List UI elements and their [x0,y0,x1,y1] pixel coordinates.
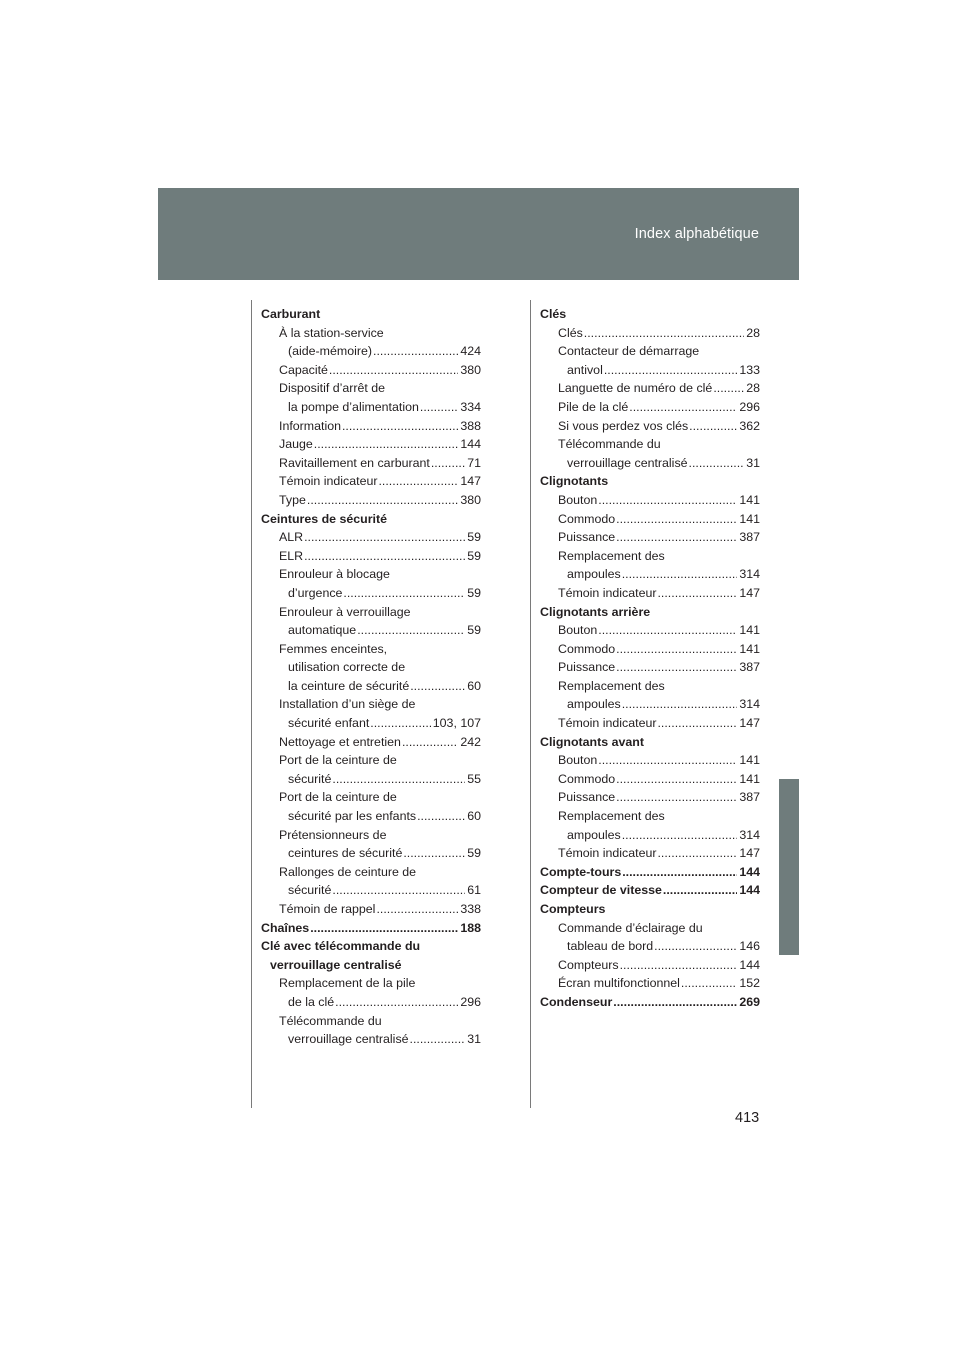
dot-leader [689,454,745,473]
column-rule-middle [530,300,531,1108]
dot-leader [604,361,737,380]
index-term: sécurité par les enfants [288,809,417,824]
dot-leader [376,900,458,919]
index-entry [261,1030,481,1049]
index-entry [540,621,760,640]
dot-leader [616,640,737,659]
index-page-ref: 59 [467,530,481,545]
index-entry [261,472,481,491]
index-page-ref: 296 [460,994,481,1009]
index-term: sécurité [288,771,332,786]
index-page-ref: 141 [739,641,760,656]
dot-leader [343,584,465,603]
index-entry [261,826,481,845]
dot-leader [598,621,737,640]
header-band [158,188,799,280]
page-number: 413 [735,1110,760,1126]
index-heading [540,881,760,900]
index-entry [540,379,760,398]
index-page-ref: 147 [460,474,481,489]
index-term: Remplacement des [558,678,665,693]
dot-leader [378,472,458,491]
index-term: tableau de bord [567,939,654,954]
index-page-ref: 141 [739,492,760,507]
index-column-left [261,305,481,1049]
index-page-ref: 103, 107 [432,716,481,731]
index-page-ref: 28 [746,325,760,340]
index-page-ref: 31 [746,455,760,470]
index-term: Puissance [558,530,616,545]
index-entry [540,974,760,993]
index-heading [540,472,760,491]
column-rule-left [251,300,252,1108]
index-term: Clignotants [540,474,609,489]
index-term: Jauge [279,437,313,452]
dot-leader [332,881,465,900]
dot-leader [304,528,465,547]
index-entry [261,342,481,361]
index-page-ref: 338 [460,902,481,916]
dot-leader [332,770,465,789]
index-term: verrouillage centralisé [270,957,402,972]
index-entry [540,714,760,733]
index-term: ampoules [567,827,621,842]
index-term: À la station-service [279,325,384,340]
dot-leader [431,454,465,473]
index-entry [261,974,481,993]
index-entry [540,324,760,343]
index-page-ref: 61 [467,883,481,898]
dot-leader [616,788,737,807]
index-term: la ceinture de sécurité [288,678,410,693]
index-term: verrouillage centralisé [567,455,688,470]
index-term: Remplacement des [558,809,665,824]
index-page-ref: 147 [739,846,760,861]
index-page-ref: 31 [467,1032,481,1047]
index-term: Type [279,492,306,507]
dot-leader [310,919,458,938]
dot-leader [335,993,458,1012]
dot-leader [654,937,737,956]
index-entry [540,361,760,380]
index-page-ref: 334 [460,399,481,414]
index-entry [261,584,481,603]
index-entry [261,807,481,826]
index-entry [540,398,760,417]
index-page-ref: 141 [739,511,760,526]
index-term: Languette de numéro de clé [558,381,713,396]
index-page-ref: 141 [739,623,760,638]
index-term: la pompe d’alimentation [288,399,419,414]
index-term: Témoin indicateur [279,474,378,489]
index-entry [261,993,481,1012]
index-heading [540,603,760,622]
dot-leader [616,510,737,529]
index-entry [261,863,481,882]
dot-leader [689,417,737,436]
index-term: Commande d’éclairage du [558,920,703,935]
index-term: Port de la ceinture de [279,790,397,805]
index-column-right [540,305,760,1012]
dot-leader [620,956,738,975]
dot-leader [622,695,738,714]
index-term: Installation d’un siège de [279,697,416,712]
dot-leader [657,844,737,863]
dot-leader [629,398,737,417]
index-term: Prétensionneurs de [279,827,387,842]
index-entry [540,640,760,659]
index-term: Ceintures de sécurité [261,511,388,526]
index-entry [261,435,481,454]
index-entry [261,640,481,659]
index-term: Télécommande du [558,437,661,452]
index-entry [261,677,481,696]
index-term: verrouillage centralisé [288,1032,409,1047]
index-page-ref: 296 [739,399,760,414]
index-term: Carburant [261,307,321,321]
index-entry [540,342,760,361]
index-entry [540,937,760,956]
index-heading [261,937,481,956]
index-entry [540,435,760,454]
index-term: Clé avec télécommande du [261,939,421,954]
dot-leader [420,398,458,417]
index-term: Clignotants arrière [540,604,651,619]
dot-leader [598,751,737,770]
dot-leader [616,528,737,547]
index-entry [261,491,481,510]
index-term: Rallonges de ceinture de [279,864,417,879]
index-page-ref: 380 [460,492,481,507]
index-term: Si vous perdez vos clés [558,418,689,433]
index-term: automatique [288,623,357,638]
index-page-ref: 133 [739,362,760,377]
index-entry [540,788,760,807]
index-entry [261,900,481,919]
index-page-ref: 141 [739,771,760,786]
index-page-ref: 152 [739,976,760,991]
index-page-ref: 59 [467,585,481,600]
index-entry [261,379,481,398]
dot-leader [622,863,737,882]
index-page-ref: 147 [739,585,760,600]
index-page-ref: 147 [739,716,760,731]
index-page-ref: 71 [467,455,481,470]
dot-leader [417,807,465,826]
dot-leader [663,881,737,900]
index-heading [540,305,760,324]
index-entry [540,770,760,789]
index-entry [261,695,481,714]
index-page-ref: 144 [739,883,760,898]
index-term: de la clé [288,994,335,1009]
index-page-ref: 380 [460,362,481,377]
index-entry [261,361,481,380]
section-thumb-tab [779,779,799,955]
index-term: Témoin de rappel [279,902,376,916]
dot-leader [616,658,737,677]
index-entry [261,528,481,547]
index-term: Compteurs [558,957,619,972]
index-entry [261,398,481,417]
index-page-ref: 55 [467,771,481,786]
index-page-ref: 60 [467,809,481,824]
index-page-ref: 59 [467,548,481,563]
index-page-ref: 144 [739,957,760,972]
index-entry [261,733,481,752]
dot-leader [410,1030,466,1049]
index-term: Information [279,418,341,433]
dot-leader [370,714,430,733]
index-term: Témoin indicateur [558,585,657,600]
index-entry [540,956,760,975]
index-entry [261,770,481,789]
index-term: Bouton [558,753,598,768]
dot-leader [410,677,465,696]
index-term: Témoin indicateur [558,846,657,861]
index-heading [261,956,481,975]
index-term: Compteurs [540,902,606,916]
dot-leader [584,324,744,343]
index-term: Capacité [279,362,328,377]
index-page-ref: 387 [739,790,760,805]
index-entry [540,919,760,938]
index-entry [540,565,760,584]
dot-leader [598,491,737,510]
index-page-ref: 144 [739,864,760,879]
index-term: Témoin indicateur [558,716,657,731]
index-term: Commodo [558,511,616,526]
dot-leader [329,361,458,380]
index-page-ref: 387 [739,530,760,545]
index-heading [540,733,760,752]
index-entry [261,417,481,436]
index-term: Écran multifonctionnel [558,976,680,991]
index-page-ref: 59 [467,846,481,861]
index-entry [261,844,481,863]
index-term: Ravitaillement en carburant [279,455,430,470]
index-term: Port de la ceinture de [279,753,397,768]
index-entry [261,454,481,473]
dot-leader [622,565,738,584]
dot-leader [373,342,458,361]
index-page-ref: 314 [739,697,760,712]
index-heading [540,993,760,1012]
index-term: Dispositif d’arrêt de [279,381,386,396]
dot-leader [304,547,465,566]
index-entry [540,658,760,677]
index-entry [540,807,760,826]
dot-leader [307,491,458,510]
index-entry [540,547,760,566]
header-title: Index alphabétique [634,226,759,242]
index-entry [540,844,760,863]
index-page-ref: 141 [739,753,760,768]
index-entry [540,454,760,473]
dot-leader [613,993,737,1012]
index-term: Commodo [558,641,616,656]
dot-leader [357,621,465,640]
index-term: utilisation correcte de [288,660,406,675]
dot-leader [681,974,737,993]
index-entry [540,695,760,714]
index-term: Femmes enceintes, [279,641,388,656]
index-page-ref: 28 [746,381,760,396]
dot-leader [342,417,458,436]
index-term: ampoules [567,697,621,712]
index-entry [540,491,760,510]
index-entry [540,584,760,603]
dot-leader [616,770,737,789]
dot-leader [402,733,458,752]
index-heading [261,510,481,529]
index-term: Enrouleur à verrouillage [279,604,411,619]
index-term: Enrouleur à blocage [279,567,390,582]
index-term: ampoules [567,567,621,582]
index-page-ref: 314 [739,827,760,842]
index-page-ref: 188 [460,920,481,935]
index-entry [540,751,760,770]
index-term: Puissance [558,660,616,675]
index-term: ALR [279,530,304,545]
index-term: (aide-mémoire) [288,344,372,359]
index-entry [261,658,481,677]
index-heading [540,863,760,882]
index-term: Commodo [558,771,616,786]
index-term: Clignotants avant [540,734,644,749]
index-entry [261,1012,481,1031]
index-entry [540,826,760,845]
index-term: ceintures de sécurité [288,846,403,861]
index-page-ref: 146 [739,939,760,954]
index-term: Télécommande du [279,1013,382,1028]
index-term: d’urgence [288,585,343,600]
index-term: Remplacement de la pile [279,976,416,991]
index-page-ref: 269 [739,994,760,1009]
index-term: Compteur de vitesse [540,883,662,898]
dot-leader [403,844,465,863]
dot-leader [713,379,744,398]
dot-leader [314,435,459,454]
index-term: sécurité [288,883,332,898]
index-page-ref: 144 [460,437,481,452]
index-term: Remplacement des [558,548,665,563]
index-term: sécurité enfant [288,716,370,731]
index-entry [540,677,760,696]
index-entry [261,621,481,640]
index-entry [261,881,481,900]
index-entry [261,603,481,622]
index-heading [261,919,481,938]
index-term: Clés [540,307,567,321]
index-page-ref: 60 [467,678,481,693]
index-entry [540,510,760,529]
index-entry [261,751,481,770]
index-page-ref: 387 [739,660,760,675]
index-entry [261,714,481,733]
index-term: ELR [279,548,304,563]
index-entry [261,788,481,807]
index-term: Bouton [558,492,598,507]
index-entry [540,528,760,547]
index-heading [540,900,760,919]
index-entry [261,565,481,584]
dot-leader [657,584,737,603]
index-heading [261,305,481,324]
index-term: antivol [567,362,603,377]
index-term: Clés [558,325,583,340]
index-term: Compte-tours [540,864,622,879]
index-entry [261,324,481,343]
index-term: Contacteur de démarrage [558,344,700,359]
index-entry [261,547,481,566]
index-page-ref: 59 [467,623,481,638]
index-term: Bouton [558,623,598,638]
index-entry [540,417,760,436]
index-page-ref: 388 [460,418,481,433]
index-page-ref: 424 [460,344,481,359]
dot-leader [622,826,738,845]
index-page-ref: 314 [739,567,760,582]
index-term: Chaînes [261,920,310,935]
index-term: Pile de la clé [558,399,629,414]
index-term: Puissance [558,790,616,805]
dot-leader [657,714,737,733]
index-term: Condenseur [540,994,613,1009]
index-term: Nettoyage et entretien [279,734,401,749]
index-page-ref: 362 [739,418,760,433]
index-page-ref: 242 [460,734,481,749]
